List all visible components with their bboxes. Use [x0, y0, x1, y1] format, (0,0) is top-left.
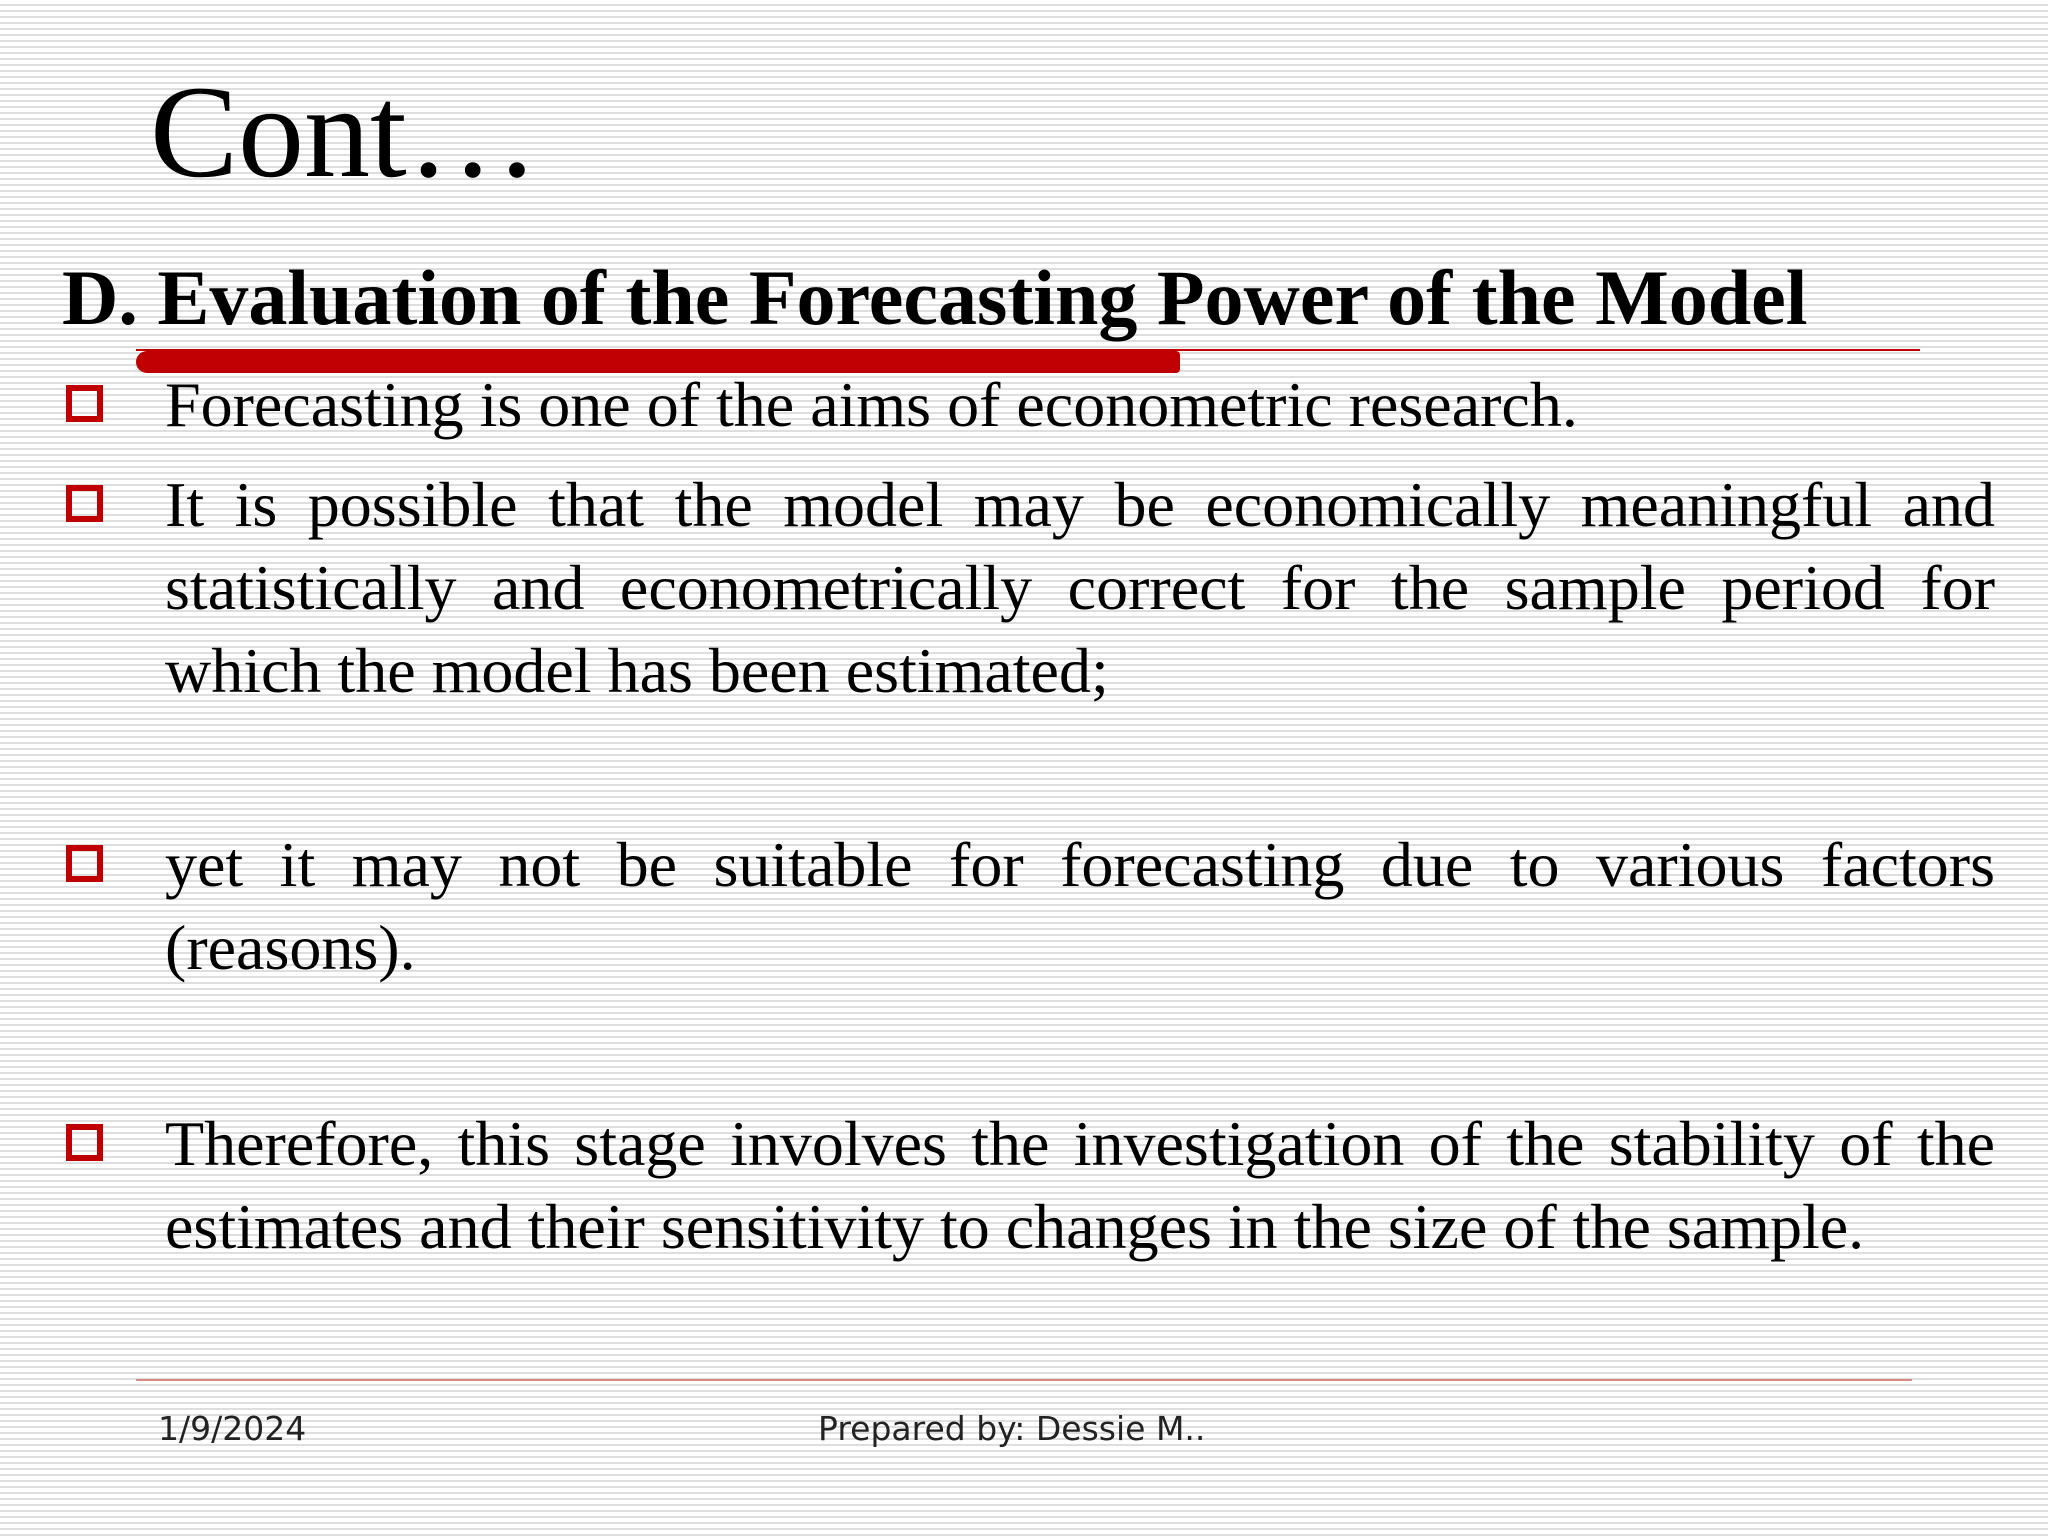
footer-date: 1/9/2024: [158, 1409, 307, 1448]
bullet-text: Therefore, this stage involves the investigation of the stability of the estimates and their sensitivity to changes in the size of the sample.: [165, 1108, 1995, 1262]
footer-divider: [136, 1379, 1912, 1381]
section-heading: D. Evaluation of the Forecasting Power of the Model: [62, 254, 1808, 341]
footer-author: Prepared by: Dessie M..: [818, 1409, 1206, 1448]
bullet-text: Forecasting is one of the aims of econometric research.: [165, 369, 1578, 440]
hollow-square-bullet-icon: [66, 485, 103, 522]
bullet-text: yet it may not be suitable for forecasting due to various factors (reasons).: [165, 829, 1995, 983]
slide-title: Cont…: [150, 58, 539, 205]
bullet-text: It is possible that the model may be economically meaningful and statistically and econometrically correct for the sample period for which the model has been estimated;: [165, 469, 1995, 706]
hollow-square-bullet-icon: [66, 1124, 103, 1161]
hollow-square-bullet-icon: [66, 385, 103, 422]
hollow-square-bullet-icon: [66, 845, 103, 882]
